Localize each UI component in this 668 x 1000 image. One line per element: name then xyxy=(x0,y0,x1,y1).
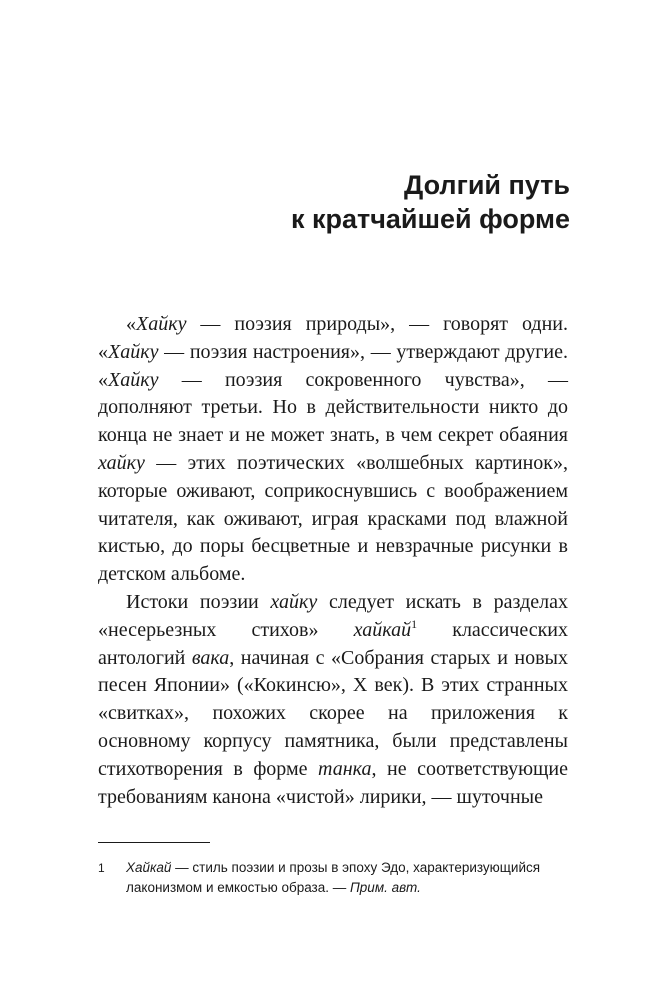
p2-italic-vaka: вака xyxy=(191,646,230,669)
p2-segment: классических антологий xyxy=(98,618,568,669)
footnote-term: Хайкай xyxy=(126,860,172,875)
footnote-body: — стиль поэзии и прозы в эпоху Эдо, характеризующийся лаконизмом и емкостью образа. — xyxy=(126,860,541,895)
p2-italic-haikai: хайкай xyxy=(353,618,412,641)
p1-italic-haiku: хайку xyxy=(98,451,145,474)
p2-segment: , начиная с «Собрания старых и новых песен Японии» («Кокинсю», X век). В этих странных «свитках», похожих скорее на приложения к основному корпусу памятника, были представлены стихотворения в форме xyxy=(98,646,568,780)
chapter-title-line-2: к кратчайшей форме xyxy=(290,204,570,234)
p1-italic-haiku: Хайку xyxy=(136,313,187,335)
p1-segment: « xyxy=(126,313,136,335)
footnote-reference[interactable]: 1 xyxy=(411,616,418,631)
p2-italic-haiku: хайку xyxy=(270,590,318,613)
p1-segment: — поэзия настроения», — утверждают другие. « xyxy=(98,340,568,391)
body-text xyxy=(98,311,568,811)
paragraph-2 xyxy=(98,589,568,811)
p2-segment: следует искать в разделах «несерьезных стихов» xyxy=(98,590,568,641)
chapter-title-line-1: Долгий путь xyxy=(404,170,570,200)
p2-segment: , не соответствующие требованиям канона «чистой» лирики, — шуточные xyxy=(98,757,568,808)
paragraph-1 xyxy=(98,311,568,589)
footnote-divider xyxy=(98,842,210,843)
p2-italic-tanka: танка xyxy=(318,757,372,780)
p1-italic-haiku: Хайку xyxy=(108,340,159,363)
footnote-author-note: Прим. авт. xyxy=(350,880,421,895)
chapter-title xyxy=(291,168,570,236)
footnote-text xyxy=(126,858,568,898)
p1-segment: — поэзия природы», — говорят одни. « xyxy=(98,313,568,363)
p1-segment: — этих поэтических «волшебных картинок», которые оживают, соприкоснувшись с воображением читателя, как оживают, играя красками под влажной кистью, до поры бесцветные и невзрачные рисунки в детском альбоме. xyxy=(98,451,568,586)
p1-italic-haiku: Хайку xyxy=(108,368,159,391)
p2-segment: Истоки поэзии xyxy=(126,590,271,613)
footnote-number: 1 xyxy=(98,861,105,875)
footnote xyxy=(98,858,568,898)
p1-segment: — поэзия сокровенного чувства», — дополняют третьи. Но в действительности никто до конца не знает и не может знать, в чем секрет обаяния xyxy=(98,368,568,447)
